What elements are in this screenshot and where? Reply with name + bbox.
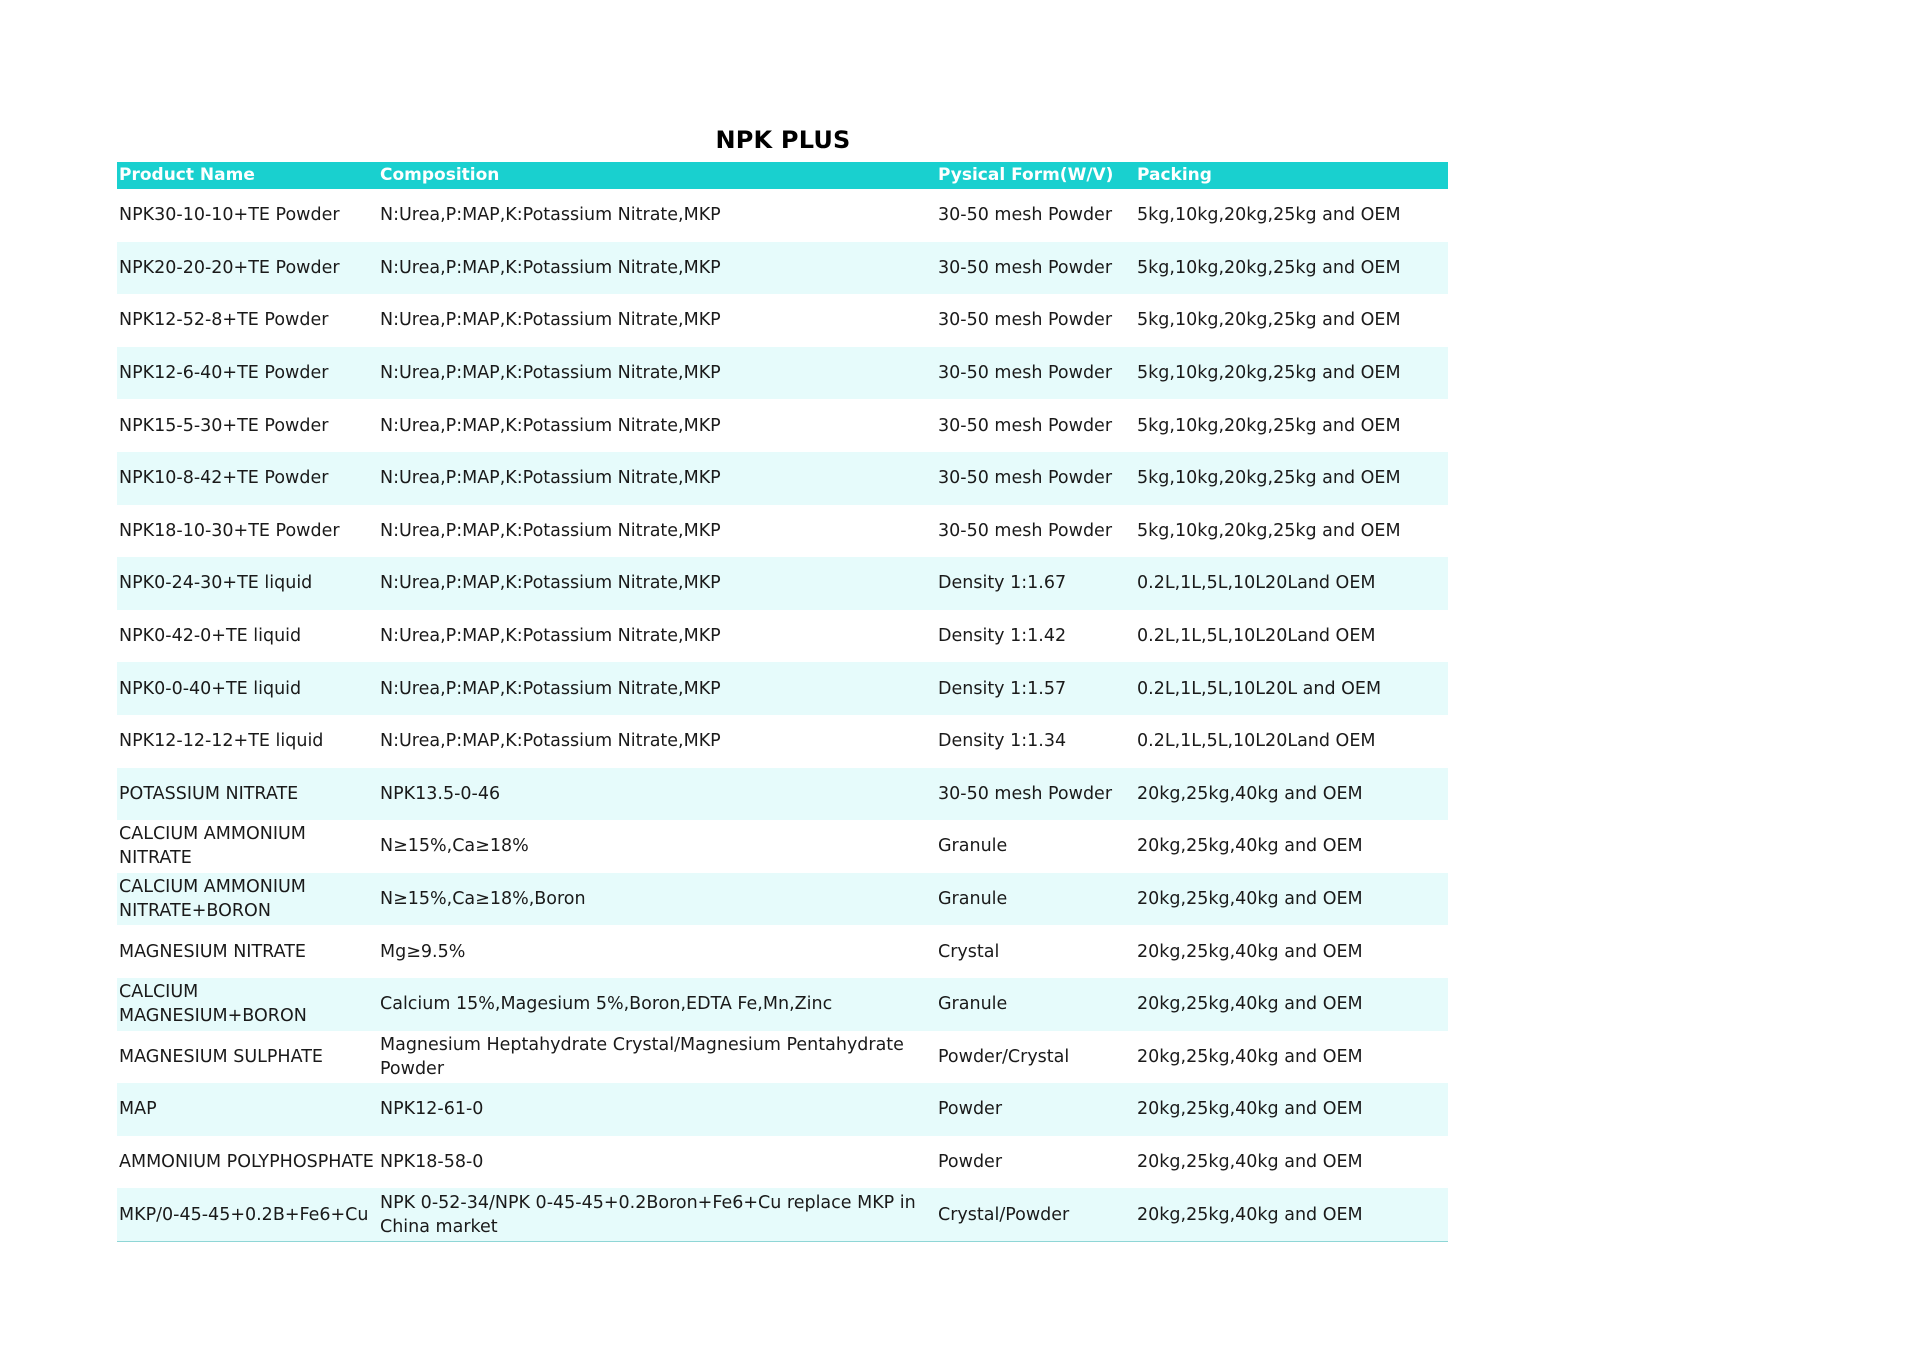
table-row bbox=[117, 768, 1448, 821]
cell-packing: 5kg,10kg,20kg,25kg and OEM bbox=[1135, 242, 1448, 295]
cell-composition: N≥15%,Ca≥18%,Boron bbox=[378, 873, 936, 926]
cell-physical-form: Powder bbox=[936, 1083, 1135, 1136]
cell-packing: 20kg,25kg,40kg and OEM bbox=[1135, 768, 1448, 821]
header-packing: Packing bbox=[1135, 162, 1448, 189]
cell-packing: 5kg,10kg,20kg,25kg and OEM bbox=[1135, 399, 1448, 452]
cell-composition: NPK18-58-0 bbox=[378, 1136, 936, 1189]
cell-composition: N:Urea,P:MAP,K:Potassium Nitrate,MKP bbox=[378, 505, 936, 558]
table-row bbox=[117, 662, 1448, 715]
cell-physical-form: 30-50 mesh Powder bbox=[936, 347, 1135, 400]
table-row bbox=[117, 189, 1448, 242]
cell-physical-form: Powder bbox=[936, 1136, 1135, 1189]
cell-physical-form: Crystal/Powder bbox=[936, 1188, 1135, 1241]
cell-product-name: MAGNESIUM SULPHATE bbox=[117, 1031, 378, 1084]
cell-physical-form: Density 1:1.34 bbox=[936, 715, 1135, 768]
table-row bbox=[117, 610, 1448, 663]
cell-composition: N≥15%,Ca≥18% bbox=[378, 820, 936, 873]
table-row bbox=[117, 820, 1448, 873]
cell-composition: N:Urea,P:MAP,K:Potassium Nitrate,MKP bbox=[378, 662, 936, 715]
product-table bbox=[117, 162, 1448, 1242]
table-row bbox=[117, 505, 1448, 558]
cell-product-name: NPK30-10-10+TE Powder bbox=[117, 189, 378, 242]
cell-composition: N:Urea,P:MAP,K:Potassium Nitrate,MKP bbox=[378, 399, 936, 452]
table-row bbox=[117, 925, 1448, 978]
table-row bbox=[117, 978, 1448, 1031]
table-body bbox=[117, 189, 1448, 1241]
cell-composition: N:Urea,P:MAP,K:Potassium Nitrate,MKP bbox=[378, 715, 936, 768]
cell-product-name: MKP/0-45-45+0.2B+Fe6+Cu bbox=[117, 1188, 378, 1241]
cell-packing: 20kg,25kg,40kg and OEM bbox=[1135, 1031, 1448, 1084]
cell-composition: N:Urea,P:MAP,K:Potassium Nitrate,MKP bbox=[378, 189, 936, 242]
cell-packing: 0.2L,1L,5L,10L20L and OEM bbox=[1135, 662, 1448, 715]
cell-physical-form: 30-50 mesh Powder bbox=[936, 294, 1135, 347]
cell-physical-form: Granule bbox=[936, 978, 1135, 1031]
cell-product-name: NPK12-12-12+TE liquid bbox=[117, 715, 378, 768]
cell-packing: 5kg,10kg,20kg,25kg and OEM bbox=[1135, 189, 1448, 242]
cell-composition: N:Urea,P:MAP,K:Potassium Nitrate,MKP bbox=[378, 294, 936, 347]
cell-physical-form: 30-50 mesh Powder bbox=[936, 505, 1135, 558]
cell-physical-form: Granule bbox=[936, 873, 1135, 926]
cell-product-name: CALCIUM AMMONIUM NITRATE bbox=[117, 820, 378, 873]
cell-physical-form: 30-50 mesh Powder bbox=[936, 452, 1135, 505]
cell-packing: 5kg,10kg,20kg,25kg and OEM bbox=[1135, 452, 1448, 505]
cell-product-name: NPK0-24-30+TE liquid bbox=[117, 557, 378, 610]
cell-product-name: MAP bbox=[117, 1083, 378, 1136]
cell-product-name: NPK20-20-20+TE Powder bbox=[117, 242, 378, 295]
cell-packing: 0.2L,1L,5L,10L20Land OEM bbox=[1135, 715, 1448, 768]
header-physical-form: Pysical Form(W/V) bbox=[936, 162, 1135, 189]
cell-composition: N:Urea,P:MAP,K:Potassium Nitrate,MKP bbox=[378, 347, 936, 400]
cell-composition: N:Urea,P:MAP,K:Potassium Nitrate,MKP bbox=[378, 242, 936, 295]
cell-composition: Mg≥9.5% bbox=[378, 925, 936, 978]
table-row bbox=[117, 399, 1448, 452]
cell-physical-form: Density 1:1.67 bbox=[936, 557, 1135, 610]
table-row bbox=[117, 1188, 1448, 1241]
cell-product-name: NPK0-0-40+TE liquid bbox=[117, 662, 378, 715]
cell-packing: 5kg,10kg,20kg,25kg and OEM bbox=[1135, 347, 1448, 400]
table-row bbox=[117, 1083, 1448, 1136]
cell-composition: N:Urea,P:MAP,K:Potassium Nitrate,MKP bbox=[378, 557, 936, 610]
cell-product-name: CALCIUM AMMONIUM NITRATE+BORON bbox=[117, 873, 378, 926]
cell-packing: 0.2L,1L,5L,10L20Land OEM bbox=[1135, 610, 1448, 663]
table-row bbox=[117, 715, 1448, 768]
cell-product-name: MAGNESIUM NITRATE bbox=[117, 925, 378, 978]
cell-packing: 20kg,25kg,40kg and OEM bbox=[1135, 873, 1448, 926]
table-row bbox=[117, 452, 1448, 505]
cell-composition: N:Urea,P:MAP,K:Potassium Nitrate,MKP bbox=[378, 610, 936, 663]
cell-physical-form: Granule bbox=[936, 820, 1135, 873]
cell-composition: Calcium 15%,Magesium 5%,Boron,EDTA Fe,Mn,Zinc bbox=[378, 978, 936, 1031]
cell-packing: 20kg,25kg,40kg and OEM bbox=[1135, 1083, 1448, 1136]
cell-composition: N:Urea,P:MAP,K:Potassium Nitrate,MKP bbox=[378, 452, 936, 505]
cell-product-name: NPK0-42-0+TE liquid bbox=[117, 610, 378, 663]
header-composition: Composition bbox=[378, 162, 936, 189]
cell-physical-form: 30-50 mesh Powder bbox=[936, 242, 1135, 295]
cell-product-name: CALCIUM MAGNESIUM+BORON bbox=[117, 978, 378, 1031]
table-row bbox=[117, 557, 1448, 610]
cell-packing: 5kg,10kg,20kg,25kg and OEM bbox=[1135, 294, 1448, 347]
table-row bbox=[117, 1031, 1448, 1084]
cell-physical-form: 30-50 mesh Powder bbox=[936, 189, 1135, 242]
table-row bbox=[117, 1136, 1448, 1189]
cell-packing: 20kg,25kg,40kg and OEM bbox=[1135, 978, 1448, 1031]
header-product-name: Product Name bbox=[117, 162, 378, 189]
cell-physical-form: Density 1:1.57 bbox=[936, 662, 1135, 715]
cell-packing: 20kg,25kg,40kg and OEM bbox=[1135, 820, 1448, 873]
cell-packing: 5kg,10kg,20kg,25kg and OEM bbox=[1135, 505, 1448, 558]
cell-physical-form: Powder/Crystal bbox=[936, 1031, 1135, 1084]
cell-product-name: NPK10-8-42+TE Powder bbox=[117, 452, 378, 505]
table-header bbox=[117, 162, 1448, 189]
product-table-container bbox=[117, 162, 1448, 1242]
cell-physical-form: Density 1:1.42 bbox=[936, 610, 1135, 663]
cell-product-name: NPK12-52-8+TE Powder bbox=[117, 294, 378, 347]
table-row bbox=[117, 347, 1448, 400]
cell-physical-form: 30-50 mesh Powder bbox=[936, 768, 1135, 821]
cell-packing: 20kg,25kg,40kg and OEM bbox=[1135, 1136, 1448, 1189]
cell-physical-form: 30-50 mesh Powder bbox=[936, 399, 1135, 452]
cell-physical-form: Crystal bbox=[936, 925, 1135, 978]
header-row bbox=[117, 162, 1448, 189]
cell-composition: NPK12-61-0 bbox=[378, 1083, 936, 1136]
cell-composition: NPK 0-52-34/NPK 0-45-45+0.2Boron+Fe6+Cu replace MKP in China market bbox=[378, 1188, 936, 1241]
cell-product-name: AMMONIUM POLYPHOSPHATE bbox=[117, 1136, 378, 1189]
cell-composition: NPK13.5-0-46 bbox=[378, 768, 936, 821]
table-row bbox=[117, 873, 1448, 926]
page-title: NPK PLUS bbox=[715, 126, 851, 154]
cell-product-name: POTASSIUM NITRATE bbox=[117, 768, 378, 821]
cell-composition: Magnesium Heptahydrate Crystal/Magnesium Pentahydrate Powder bbox=[378, 1031, 936, 1084]
table-row bbox=[117, 242, 1448, 295]
cell-packing: 20kg,25kg,40kg and OEM bbox=[1135, 925, 1448, 978]
cell-packing: 0.2L,1L,5L,10L20Land OEM bbox=[1135, 557, 1448, 610]
table-row bbox=[117, 294, 1448, 347]
cell-product-name: NPK15-5-30+TE Powder bbox=[117, 399, 378, 452]
cell-packing: 20kg,25kg,40kg and OEM bbox=[1135, 1188, 1448, 1241]
cell-product-name: NPK12-6-40+TE Powder bbox=[117, 347, 378, 400]
cell-product-name: NPK18-10-30+TE Powder bbox=[117, 505, 378, 558]
